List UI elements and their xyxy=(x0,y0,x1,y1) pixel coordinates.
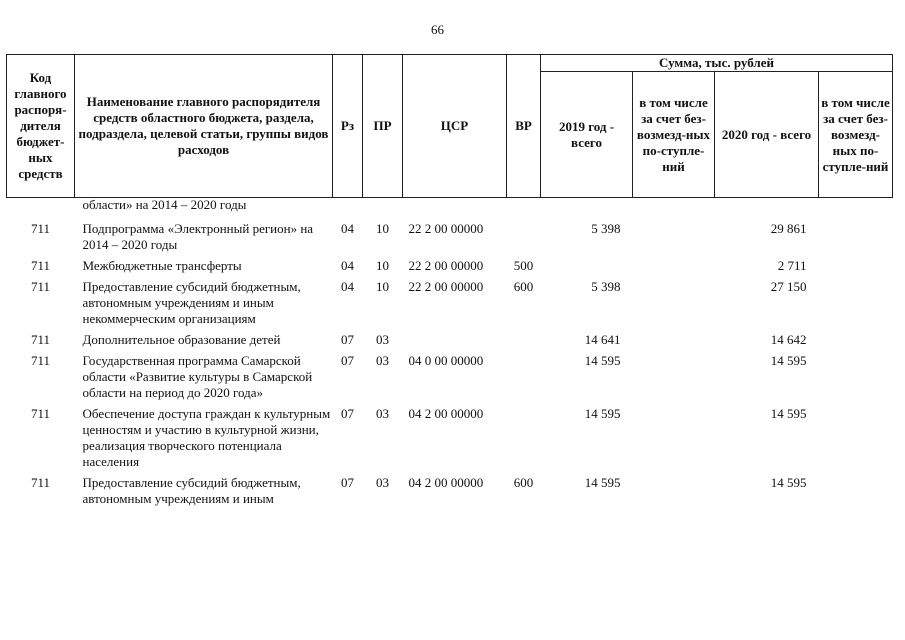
header-vr: ВР xyxy=(507,55,541,198)
cell-2020-free xyxy=(819,253,893,274)
cell-code: 711 xyxy=(30,279,51,294)
cell-code: 711 xyxy=(30,406,51,421)
cell-2020-total: 14 642 xyxy=(770,332,807,347)
header-2020-free: в том числе за счет без-возмезд-ных по-ступле-ний xyxy=(819,72,893,198)
cell-2019-total: 14 595 xyxy=(584,353,621,368)
continuation-row xyxy=(7,198,893,217)
table-row xyxy=(7,274,893,327)
cell-pr: 10 xyxy=(376,221,389,236)
cell-code: 711 xyxy=(30,475,51,490)
cell-vr: 500 xyxy=(513,258,534,273)
cell-2019-total: 14 641 xyxy=(584,332,621,347)
cell-name: Предоставление субсидий бюджетным, автономным учреждениям и иным некоммерческим организациям xyxy=(82,279,301,326)
table-row xyxy=(7,470,893,507)
cell-vr xyxy=(507,216,541,253)
cell-2019-total xyxy=(541,253,633,274)
cell-vr xyxy=(507,401,541,470)
cell-vr: 600 xyxy=(513,279,534,294)
cell-name: Межбюджетные трансферты xyxy=(82,258,242,273)
budget-table xyxy=(6,54,893,507)
cell-csr: 22 2 00 00000 xyxy=(408,221,484,236)
header-row-top xyxy=(7,55,893,72)
cell-pr: 10 xyxy=(376,279,389,294)
cell-2020-free xyxy=(819,327,893,348)
page-number: 66 xyxy=(431,22,444,37)
cell-code: 711 xyxy=(30,258,51,273)
cell-rz: 04 xyxy=(341,221,354,236)
cell-2019-free xyxy=(633,327,715,348)
cell-name: Обеспечение доступа граждан к культурным ценностям и участию в культурной жизни, реализация творческого потенциала населения xyxy=(82,406,331,469)
table-row xyxy=(7,348,893,401)
cell-2019-total: 5 398 xyxy=(591,279,621,294)
cell-rz: 04 xyxy=(341,279,354,294)
cell-name: Государственная программа Самарской области «Развитие культуры в Самарской области на период до 2020 года» xyxy=(82,353,313,400)
cell-pr: 03 xyxy=(376,475,389,490)
cell-2020-free xyxy=(819,274,893,327)
header-code: Код главного распоря-дителя бюджет-ных средств xyxy=(7,55,75,198)
cell-2019-total: 14 595 xyxy=(584,475,621,490)
cell-2020-total: 14 595 xyxy=(770,353,807,368)
cell-2020-total: 27 150 xyxy=(770,279,807,294)
cell-name: Предоставление субсидий бюджетным, автономным учреждениям и иным xyxy=(82,475,301,506)
continuation-text: области» на 2014 – 2020 годы xyxy=(82,197,247,212)
header-2019-total: 2019 год - всего xyxy=(541,72,633,198)
table-row xyxy=(7,216,893,253)
cell-2019-free xyxy=(633,348,715,401)
cell-csr xyxy=(403,327,507,348)
cell-csr: 22 2 00 00000 xyxy=(408,279,484,294)
cell-csr: 04 2 00 00000 xyxy=(408,406,484,421)
cell-2019-total: 5 398 xyxy=(591,221,621,236)
cell-name: Подпрограмма «Электронный регион» на 2014 – 2020 годы xyxy=(82,221,314,252)
cell-rz: 07 xyxy=(341,332,354,347)
cell-2019-free xyxy=(633,274,715,327)
cell-2019-free xyxy=(633,401,715,470)
cell-csr: 04 2 00 00000 xyxy=(408,475,484,490)
table-row xyxy=(7,253,893,274)
header-rz: Рз xyxy=(333,55,363,198)
cell-vr: 600 xyxy=(513,475,534,490)
cell-code: 711 xyxy=(30,332,51,347)
cell-2020-total: 29 861 xyxy=(770,221,807,236)
header-pr: ПР xyxy=(363,55,403,198)
cell-pr: 03 xyxy=(376,332,389,347)
header-name: Наименование главного распорядителя средств областного бюджета, раздела, подраздела, целевой статьи, группы видов расходов xyxy=(75,55,333,198)
cell-code: 711 xyxy=(30,353,51,368)
cell-2020-free xyxy=(819,348,893,401)
cell-2019-free xyxy=(633,470,715,507)
header-2020-total: 2020 год - всего xyxy=(715,72,819,198)
cell-rz: 07 xyxy=(341,475,354,490)
cell-2020-total: 14 595 xyxy=(770,406,807,421)
header-sum: Сумма, тыс. рублей xyxy=(541,55,893,72)
cell-csr: 22 2 00 00000 xyxy=(408,258,484,273)
cell-2019-total: 14 595 xyxy=(584,406,621,421)
cell-pr: 10 xyxy=(376,258,389,273)
cell-code: 711 xyxy=(30,221,51,236)
cell-csr: 04 0 00 00000 xyxy=(408,353,484,368)
cell-pr: 03 xyxy=(376,406,389,421)
cell-2020-free xyxy=(819,470,893,507)
cell-2019-free xyxy=(633,253,715,274)
cell-rz: 07 xyxy=(341,406,354,421)
cell-2020-free xyxy=(819,216,893,253)
cell-2020-total: 2 711 xyxy=(777,258,807,273)
cell-2020-free xyxy=(819,401,893,470)
cell-2019-free xyxy=(633,216,715,253)
header-2019-free: в том числе за счет без-возмезд-ных по-ступле-ний xyxy=(633,72,715,198)
cell-pr: 03 xyxy=(376,353,389,368)
cell-rz: 04 xyxy=(341,258,354,273)
table-row xyxy=(7,401,893,470)
table-row xyxy=(7,327,893,348)
cell-name: Дополнительное образование детей xyxy=(82,332,281,347)
header-csr: ЦСР xyxy=(403,55,507,198)
cell-vr xyxy=(507,348,541,401)
cell-vr xyxy=(507,327,541,348)
cell-rz: 07 xyxy=(341,353,354,368)
cell-2020-total: 14 595 xyxy=(770,475,807,490)
